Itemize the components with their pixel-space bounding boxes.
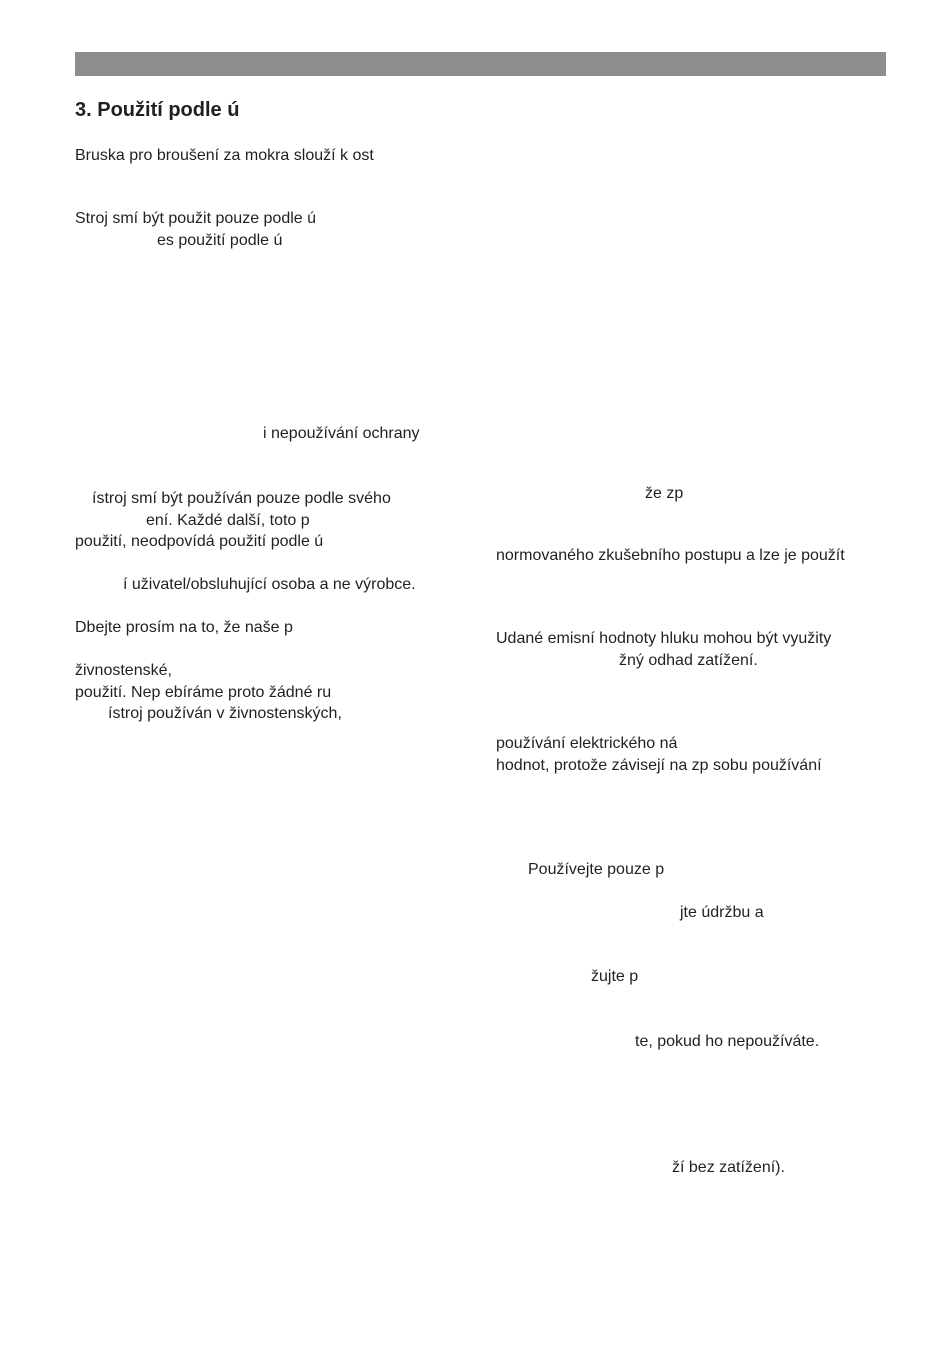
right-line-4: žný odhad zatížení. (619, 652, 758, 669)
header-bar (75, 52, 886, 76)
left-line-2: Stroj smí být použit pouze podle ú (75, 210, 317, 227)
left-line-7: použití, neodpovídá použití podle ú (75, 533, 324, 550)
left-line-5: ístroj smí být používán pouze podle svého (92, 490, 391, 507)
right-line-2: normovaného zkušebního postupu a lze je použít (496, 547, 845, 564)
right-line-5: používání elektrického ná (496, 735, 678, 752)
left-line-1: Bruska pro broušení za mokra slouží k ost (75, 147, 374, 164)
left-line-6: ení. Každé další, toto p (146, 512, 310, 529)
left-line-10: živnostenské, (75, 662, 172, 679)
right-line-6: hodnot, protože závisejí na zp sobu používání (496, 757, 822, 774)
left-line-12: ístroj používán v živnostenských, (108, 705, 342, 722)
right-line-1: že zp (645, 485, 684, 502)
left-line-11: použití. Nep ebíráme proto žádné ru (75, 684, 332, 701)
right-line-10: te, pokud ho nepoužíváte. (635, 1033, 820, 1050)
right-line-11: ží bez zatížení). (672, 1159, 785, 1176)
section-heading: 3. Použití podle ú (75, 99, 240, 121)
left-line-3: es použití podle ú (157, 232, 283, 249)
left-line-4: i nepoužívání ochrany (263, 425, 420, 442)
right-line-8: jte údržbu a (680, 904, 764, 921)
right-line-7: Používejte pouze p (528, 861, 665, 878)
left-line-8: í uživatel/obsluhující osoba a ne výrobce. (123, 576, 416, 593)
left-line-9: Dbejte prosím na to, že naše p (75, 619, 293, 636)
right-line-3: Udané emisní hodnoty hluku mohou být využity (496, 630, 832, 647)
right-line-9: žujte p (591, 968, 639, 985)
